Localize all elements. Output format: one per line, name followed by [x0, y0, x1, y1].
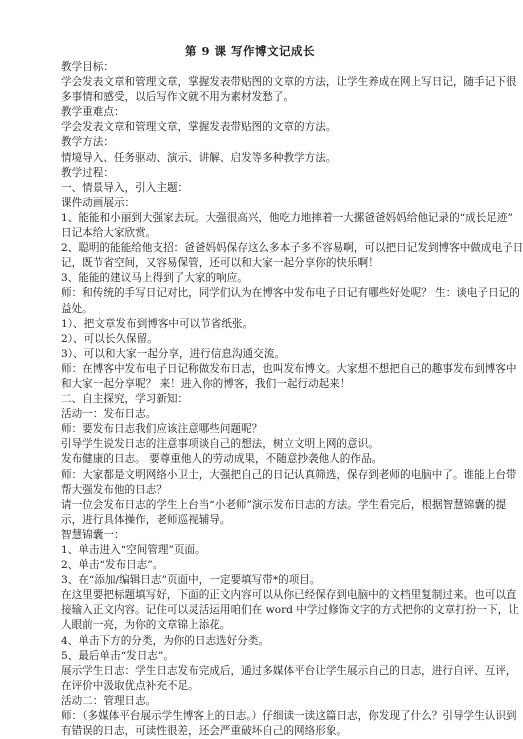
text-line: 教学过程：	[61, 166, 114, 179]
text-line: 示，进行具体操作，老师巡视辅导。	[61, 513, 231, 526]
text-line: 2、单击“发布日志”。	[61, 559, 164, 572]
text-line: 师：大家都是文明网络小卫士，大强把自己的日记认真筛选，保存到老师的电脑中了。谁能上台带	[61, 468, 517, 481]
text-line: 教学方法：	[61, 136, 114, 149]
text-line: 5、最后单击“发日志”。	[61, 649, 174, 662]
text-line: 记，既节省空间，又容易保管，还可以和大家一起分享你的快乐啊！	[61, 257, 379, 270]
text-line: 3）、可以和大家一起分享，进行信息沟通交流。	[61, 347, 285, 360]
text-line: 学会发表文章和管理文章，掌握发表带贴图的文章的方法，让学生养成在网上写日记，随手记下很	[61, 76, 517, 89]
text-line: 1）、把文章发布到博客中可以节省纸张。	[61, 317, 254, 330]
text-line: 展示学生日志：学生日志发布完成后，通过多媒体平台让学生展示自己的日志，进行自评、互评，	[61, 664, 517, 677]
text-line: 帮大强发布他的日志？	[61, 483, 167, 496]
text-line: 师：（多媒体平台展示学生博客上的日志。）仔细读一读这篇日志，你发现了什么？引导学生认识到	[61, 710, 517, 723]
text-line: 活动二：管理日志。	[61, 694, 157, 707]
text-line: 教学重难点：	[61, 106, 125, 119]
text-line: 3、能能的建议马上得到了大家的响应。	[61, 272, 248, 285]
text-line: 课件动画展示：	[61, 196, 136, 209]
text-line: 师：和传统的手写日记对比，同学们认为在博客中发布电子日记有哪些好处呢？ 生：谈电子日记的	[61, 287, 520, 300]
lesson-title: 第 9 课 写作博文记成长	[184, 44, 315, 58]
text-line: 在这里要把标题填写好，下面的正文内容可以从你已经保存到电脑中的文档里复制过来。也可以直	[61, 589, 517, 602]
text-line: 师：在博客中发布电子日记称做发布日志，也叫发布博文。大家想不想把自己的趣事发布到博客中	[61, 362, 517, 375]
text-line: 人眼前一亮，为你的文章锦上添花。	[61, 619, 231, 632]
text-line: 有错误的日志，可读性很差，还会严重破坏自己的网络形象。	[61, 725, 348, 738]
text-line: 2）、可以长久保留。	[61, 332, 158, 345]
text-line: 多事情和感受，以后写作文就不用为素材发愁了。	[61, 91, 295, 104]
text-line: 发布健康的日志。 要尊重他人的劳动成果，不随意抄袭他人的作品。	[61, 453, 383, 466]
text-line: 二、自主探究，学习新知：	[61, 393, 189, 406]
text-line: 益处。	[61, 302, 93, 315]
text-line: 活动一：发布日志。	[61, 408, 157, 421]
text-line: 2、聪明的能能给他支招：爸爸妈妈保存这么多本子多不容易啊，可以把日记发到博客中做成电子日	[61, 242, 523, 255]
text-line: 一、情景导入，引入主题：	[61, 181, 189, 194]
text-line: 4、单击下方的分类，为你的日志选好分类。	[61, 634, 270, 647]
text-line: 请一位会发布日志的学生上台当“小老师”演示发布日志的方法。学生看完后，根据智慧锦囊的提	[61, 498, 507, 511]
text-line: 引导学生说发日志的注意事项谈自己的想法，树立文明上网的意识。	[61, 438, 379, 451]
text-line: 3、在“添加/编辑日志”页面中，一定要填写带*的项目。	[61, 574, 321, 587]
text-line: 教学目标：	[61, 61, 114, 73]
text-line: 1、能能和小丽到大强家去玩。大强很高兴，他吃力地摔着一大摞爸爸妈妈给他记录的“成长足迹”	[61, 211, 513, 224]
text-line: 在评价中汲取优点补充不足。	[61, 679, 199, 692]
text-line: 情境导入、任务驱动、演示、讲解、启发等多种教学方法。	[61, 151, 337, 164]
text-line: 学会发表文章和管理文章，掌握发表带贴图的文章的方法。	[61, 121, 337, 134]
text-line: 智慧锦囊一：	[61, 528, 125, 541]
text-line: 接输入正文内容。记住可以灵活运用咱们在 word 中学过修饰文字的方式把你的文章打扮一下，让	[61, 604, 519, 617]
text-line: 和大家一起分享呢？ 来！进入你的博客，我们一起行动起来！	[61, 377, 351, 390]
text-line: 师：要发布日志我们应该注意哪些问题呢？	[61, 423, 263, 436]
document-body	[61, 60, 523, 739]
text-line: 1、单击进入“空间管理”页面。	[61, 544, 206, 556]
text-line: 日记本给大家欣赏。	[61, 227, 157, 240]
